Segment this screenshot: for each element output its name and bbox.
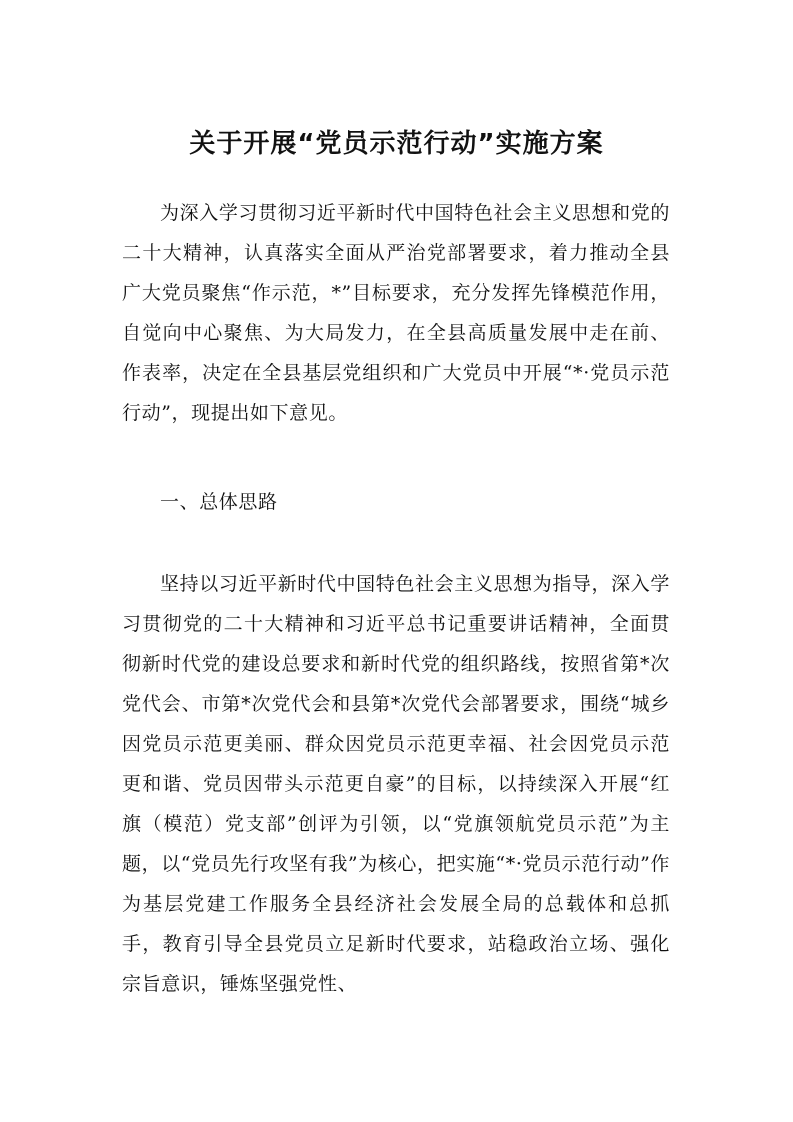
section-heading: 一、总体思路 (160, 491, 278, 513)
intro-paragraph: 为深入学习贯彻习近平新时代中国特色社会主义思想和党的二十大精神，认真落实全面从严治党部署要求，着力推动全县广大党员聚焦“作示范，*”目标要求，充分发挥先锋模范作用，自觉向中心聚焦、为大局发力，在全县高质量发展中走在前、作表率，决定在全县基层党组织和广大党员中开展“*·党员示范行动”，现提出如下意见。 (122, 202, 670, 424)
document-title: 关于开展“党员示范行动”实施方案 (189, 129, 604, 159)
section-paragraph: 坚持以习近平新时代中国特色社会主义思想为指导，深入学习贯彻党的二十大精神和习近平总书记重要讲话精神，全面贯彻新时代党的建设总要求和新时代党的组织路线，按照省第*次党代会、市第*次党代会和县第*次党代会部署要求，围绕“城乡因党员示范更美丽、群众因党员示范更幸福、社会因党员示范更和谐、党员因带头示范更自豪”的目标，以持续深入开展“红旗（模范）党支部”创评为引领，以“党旗领航党员示范”为主题，以“党员先行攻坚有我”为核心，把实施“*·党员示范行动”作为基层党建工作服务全县经济社会发展全局的总载体和总抓手，教育引导全县党员立足新时代要求，站稳政治立场、强化宗旨意识，锤炼坚强党性、 (122, 573, 670, 995)
